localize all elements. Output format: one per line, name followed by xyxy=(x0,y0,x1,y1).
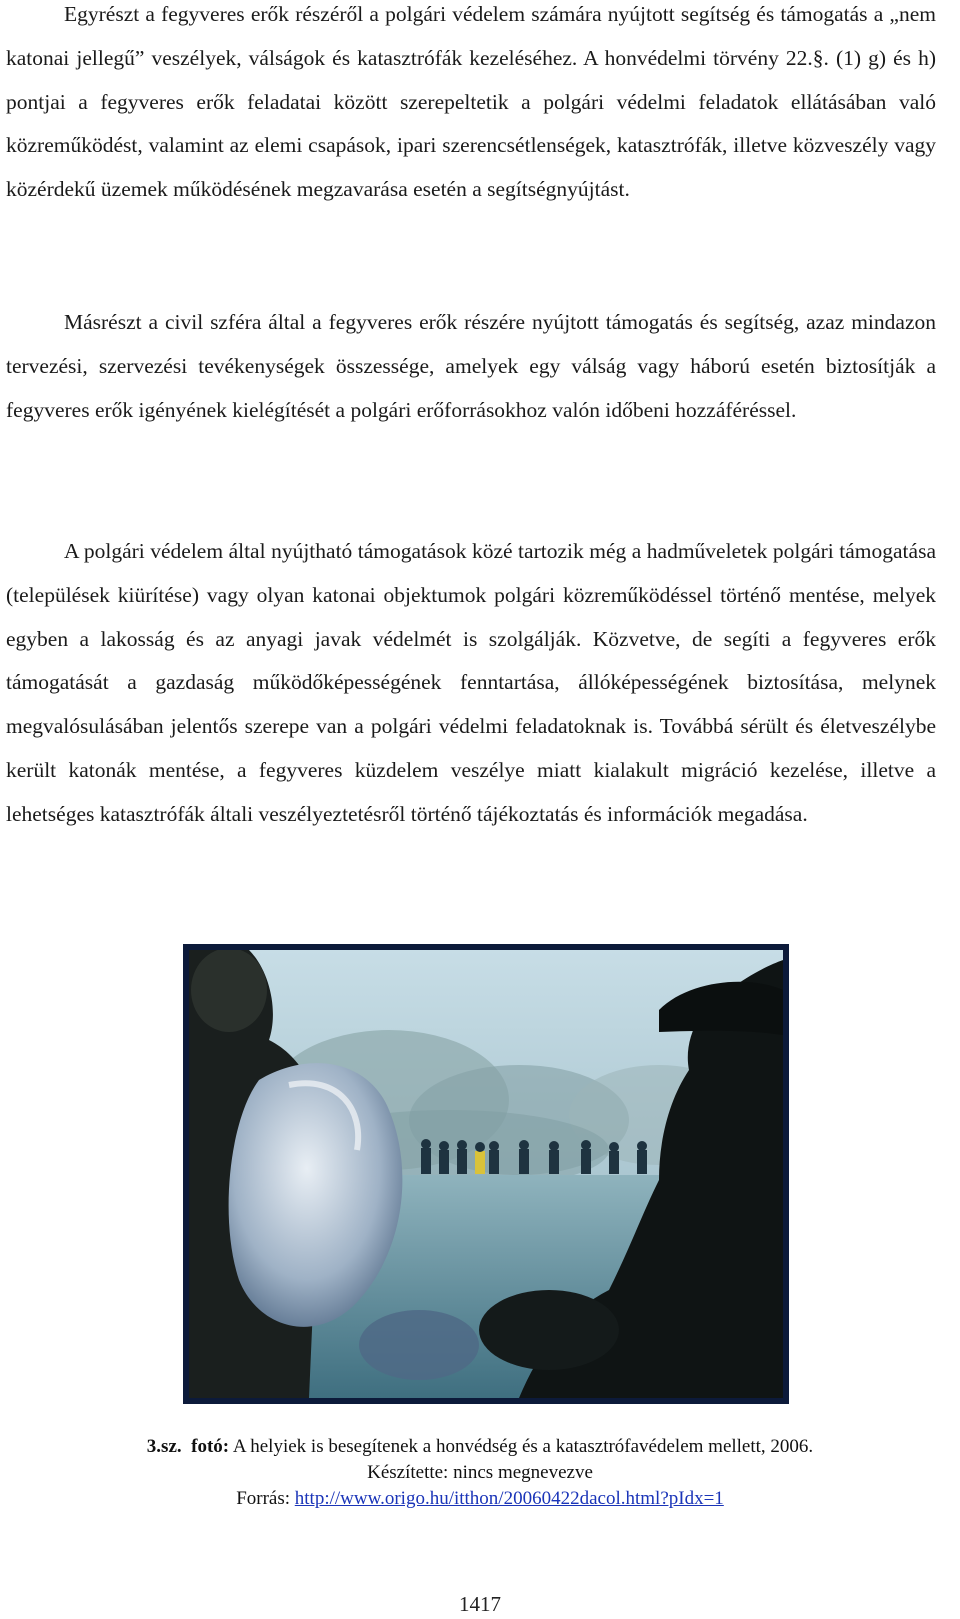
paragraph-civil-sphere-support: Másrészt a civil szféra által a fegyveres erők részére nyújtott támogatás és segítség, azaz mindazon tervezési, szervezési tevékenységek összessége, amelyek egy válság vagy háború esetén biztosítják a fegyveres erők igényének kielégítését a polgári erőforrásokhoz valón időbeni hozzáféréssel. xyxy=(6,310,936,422)
source-label: Forrás: xyxy=(236,1488,291,1509)
caption-text: A helyiek is besegítenek a honvédség és a katasztrófavédelem mellett, 2006. xyxy=(232,1436,814,1457)
caption-author-line: Készítette: nincs megnevezve xyxy=(367,1462,593,1483)
flood-photo-image xyxy=(189,950,783,1398)
page-number: 1417 xyxy=(459,1592,501,1616)
flood-photo-frame xyxy=(183,944,789,1404)
paragraph-civil-defense-support: Egyrészt a fegyveres erők részéről a polgári védelem számára nyújtott segítség és támogatás a „nem katonai jellegű” veszélyek, válságok és katasztrófák kezeléséhez. A honvédelmi törvény 22.§. (1) g) és h) pontjai a fegyveres erők feladatai között szerepeltetik a polgári védelmi feladatok ellátásában való közreműködést, valamint az elemi csapások, ipari szerencsétlenségek, katasztrófák, illetve közveszély vagy közérdekű üzemek működésének megzavarása esetén a segítségnyújtást. xyxy=(6,2,936,202)
source-link[interactable]: http://www.origo.hu/itthon/20060422dacol.html?pIdx=1 xyxy=(294,1488,724,1509)
flood-photo xyxy=(189,950,783,1398)
caption-source-line xyxy=(0,1486,960,1512)
paragraph-civil-defense-tasks: A polgári védelem által nyújtható támogatások közé tartozik még a hadműveletek polgári támogatása (települések kiürítése) vagy olyan katonai objektumok polgári közreműködéssel történő mentése, melyek egyben a lakosság és az anyagi javak védelmét is szolgálják. Közvetve, de segíti a fegyveres erők támogatását a gazdaság működőképességének fenntartása, állóképességének biztosítása, melynek megvalósulásában jelentős szerepe van a polgári védelmi feladatoknak is. Továbbá sérült és életveszélybe került katonák mentése, a fegyveres küzdelem veszélye miatt kialakult migráció kezelése, illetve a lehetséges katasztrófák általi veszélyeztetésről történő tájékoztatás és információk megadása. xyxy=(6,539,936,826)
caption-number: 3.sz. xyxy=(146,1436,182,1457)
figure-caption xyxy=(0,1434,960,1460)
caption-label: fotó: xyxy=(191,1436,230,1457)
